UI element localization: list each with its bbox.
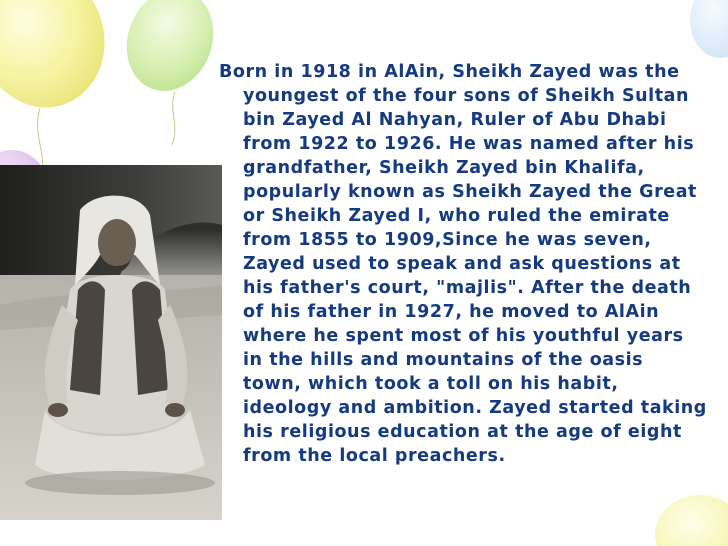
portrait-photo [0,165,222,520]
balloon-green-top [113,0,228,103]
biography-text: Born in 1918 in AlAin, Sheikh Zayed was the youngest of the four sons of Sheikh Sultan bin Zayed Al Nahyan, Ruler of Abu Dhabi from 1922 to 1926. He was named after his grandfather, Sheikh Zayed bin Khalifa, popularly known as Sheikh Zayed the Great or Sheikh Zayed I, who ruled the emirate from 1855 to 1909,Since he was seven, Zayed used to speak and ask questions at his father's court, "majlis". After the death of his father in 1927, he moved to AlAin where he spent most of his youthful years in the hills and mountains of the oasis town, which took a toll on his habit, ideology and ambition. Zayed started taking his religious education at the age of eight from the local preachers. [219,62,707,466]
balloon-blue-right [690,0,728,58]
balloon-yellow-top-left [0,0,120,122]
photo-illustration [0,165,222,520]
balloon-yellow-bottom-right [655,495,728,546]
